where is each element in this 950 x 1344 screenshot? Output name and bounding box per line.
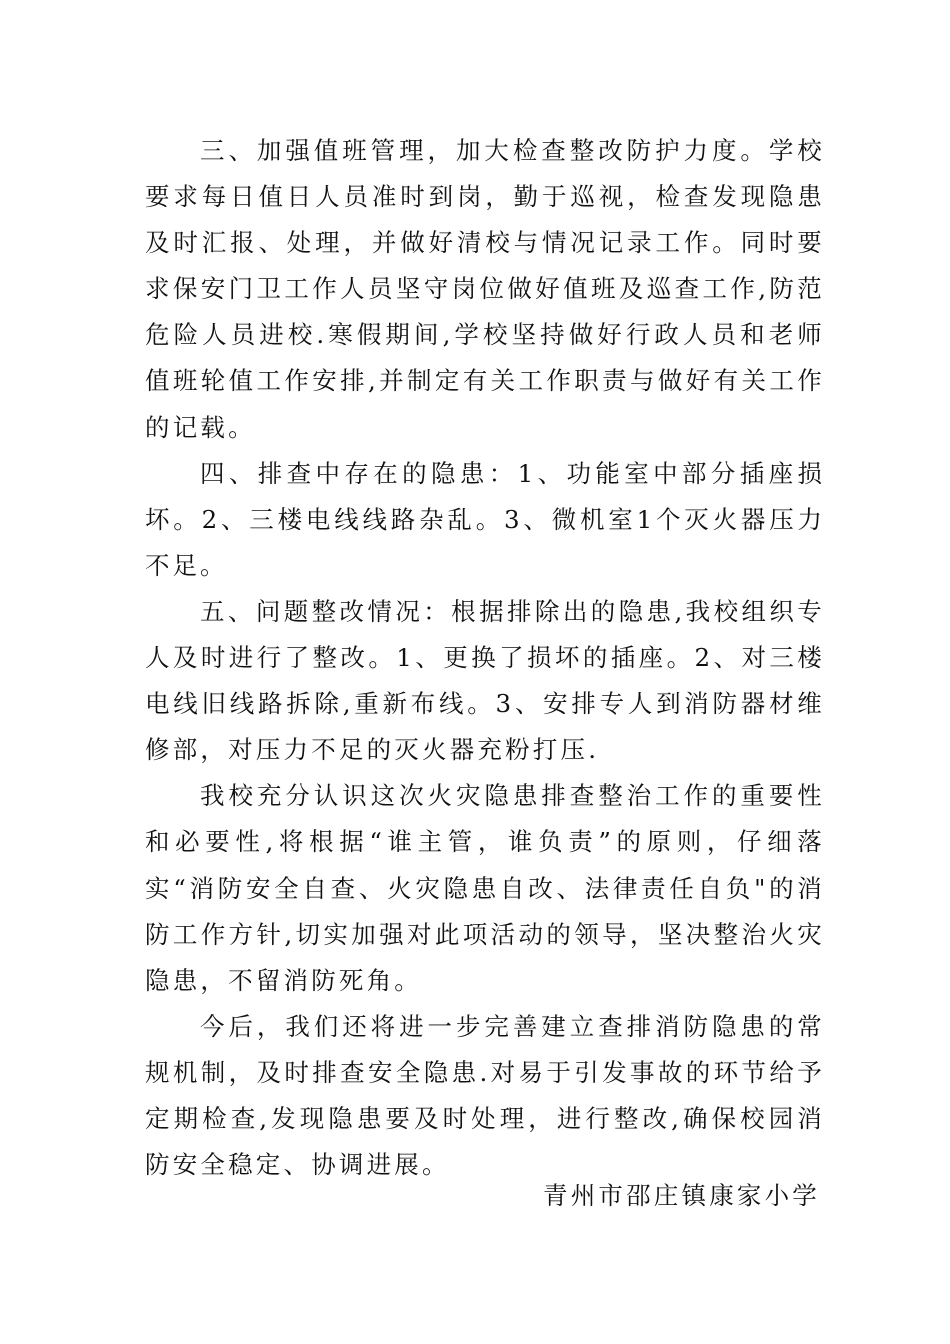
paragraph-awareness: 我校充分认识这次火灾隐患排查整治工作的重要性和必要性,将根据“谁主管，谁负责”的原则，仔细落实“消防安全自查、火灾隐患自改、法律责任自负"的消防工作方针,切实加强对此项活动的领导，坚决整治火灾隐患，不留消防死角。 [145, 781, 825, 995]
body-text [145, 128, 825, 1188]
paragraph-future-plans: 今后，我们还将进一步完善建立查排消防隐患的常规机制，及时排查安全隐患.对易于引发事故的环节给予定期检查,发现隐患要及时处理，进行整改,确保校园消防安全稳定、协调进展。 [145, 1011, 825, 1180]
paragraph-rectification: 五、问题整改情况：根据排除出的隐患,我校组织专人及时进行了整改。1、更换了损坏的插座。2、对三楼电线旧线路拆除,重新布线。3、安排专人到消防器材维修部，对压力不足的灭火器充粉打压. [145, 596, 825, 765]
paragraph-duty-management: 三、加强值班管理，加大检查整改防护力度。学校要求每日值日人员准时到岗，勤于巡视，检查发现隐患及时汇报、处理，并做好清校与情况记录工作。同时要求保安门卫工作人员坚守岗位做好值班及巡查工作,防范危险人员进校.寒假期间,学校坚持做好行政人员和老师值班轮值工作安排,并制定有关工作职责与做好有关工作的记载。 [145, 136, 825, 442]
school-signature: 青州市邵庄镇康家小学 [543, 1181, 820, 1210]
paragraph-hazards-found: 四、排查中存在的隐患：1、功能室中部分插座损坏。2、三楼电线线路杂乱。3、微机室1个灭火器压力不足。 [145, 458, 825, 580]
